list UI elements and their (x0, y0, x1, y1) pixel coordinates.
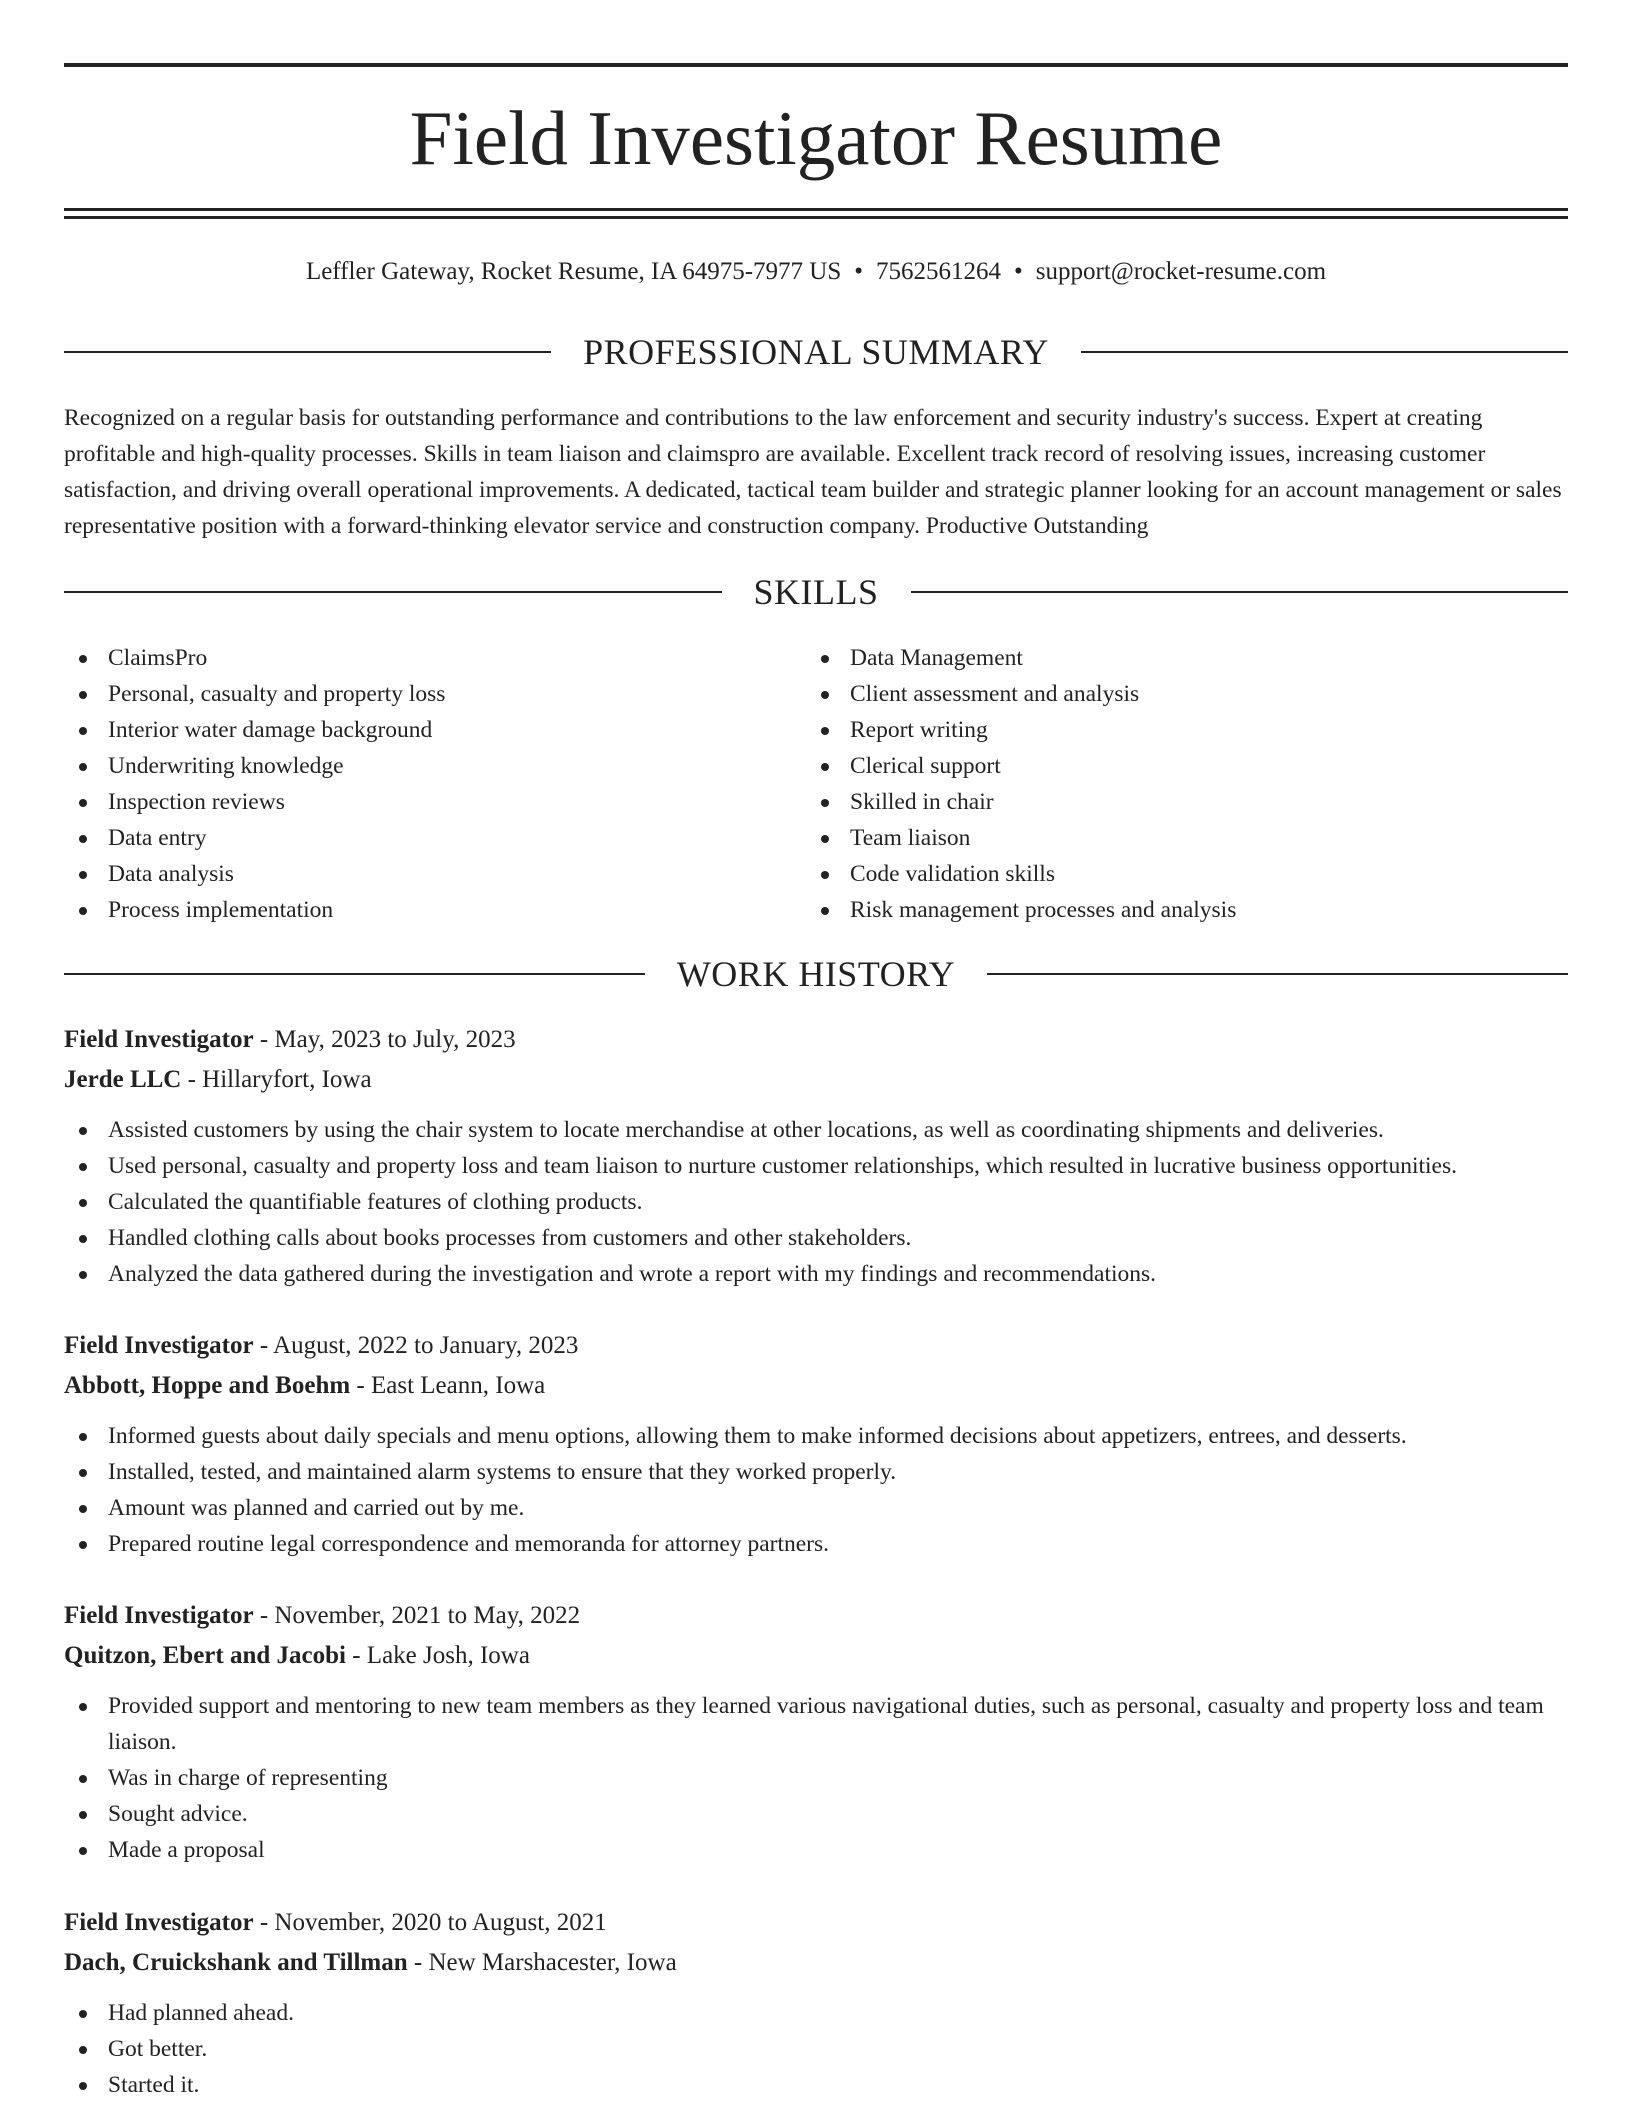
job-company-line (64, 1943, 1568, 1983)
job-company-line (64, 1636, 1568, 1676)
job-company: Jerde LLC (64, 1066, 182, 1093)
job-duty: Informed guests about daily specials and menu options, allowing them to make informed decisions about appetizers, entrees, and desserts. (64, 1418, 1568, 1454)
contact-address: Leffler Gateway, Rocket Resume, IA 64975-7977 US (305, 258, 842, 285)
heading-rule (911, 591, 1569, 593)
job-dates: - May, 2023 to July, 2023 (253, 1026, 516, 1053)
heading-rule (64, 973, 645, 975)
job-title-line (64, 1596, 1568, 1636)
skill-item: Client assessment and analysis (806, 676, 1548, 712)
skills-column-left (64, 640, 806, 928)
skill-item: Team liaison (806, 820, 1548, 856)
job-duty: Got better. (64, 2031, 1568, 2067)
work-history-heading (64, 950, 1568, 998)
title-bottom-rule (64, 208, 1568, 211)
job-company: Abbott, Hoppe and Boehm (64, 1372, 351, 1399)
job-duty: Assisted customers by using the chair system to locate merchandise at other locations, as well as coordinating shipments and deliveries. (64, 1112, 1568, 1148)
job-duty: Sought advice. (64, 1796, 1568, 1832)
job-title: Field Investigator (64, 1909, 254, 1936)
job-duty: Made a proposal (64, 1832, 1568, 1868)
job-title: Field Investigator (64, 1602, 254, 1629)
skills-heading (64, 568, 1568, 616)
job-duty: Amount was planned and carried out by me. (64, 1490, 1568, 1526)
job-duty: Prepared routine legal correspondence and memoranda for attorney partners. (64, 1526, 1568, 1562)
job-duty: Started it. (64, 2067, 1568, 2103)
summary-heading-label: PROFESSIONAL SUMMARY (583, 332, 1049, 372)
summary-heading (64, 328, 1568, 376)
job-title-line (64, 1326, 1568, 1366)
skills-heading-label: SKILLS (753, 572, 879, 612)
job-title: Field Investigator (64, 1026, 254, 1053)
job-company-line (64, 1060, 1568, 1100)
skill-item: Clerical support (806, 748, 1548, 784)
job-duties (64, 1112, 1568, 1292)
skills-list (64, 640, 1568, 928)
job-entry (64, 1020, 1568, 1292)
job-duties (64, 1418, 1568, 1562)
skill-item: Report writing (806, 712, 1548, 748)
job-company: Dach, Cruickshank and Tillman (64, 1949, 408, 1976)
heading-rule (64, 351, 551, 353)
title-bottom-rule-2 (64, 216, 1568, 219)
skill-item: Skilled in chair (806, 784, 1548, 820)
heading-rule (64, 591, 722, 593)
skill-item: ClaimsPro (64, 640, 806, 676)
job-entry (64, 1596, 1568, 1868)
job-duties (64, 1995, 1568, 2103)
skill-item: Risk management processes and analysis (806, 892, 1548, 928)
job-dates: - November, 2020 to August, 2021 (253, 1909, 607, 1936)
job-company-line (64, 1366, 1568, 1406)
heading-rule (1081, 351, 1568, 353)
job-title-line (64, 1903, 1568, 1943)
job-duty: Analyzed the data gathered during the investigation and wrote a report with my findings and recommendations. (64, 1256, 1568, 1292)
job-title-line (64, 1020, 1568, 1060)
job-duty: Was in charge of representing (64, 1760, 1568, 1796)
skill-item: Personal, casualty and property loss (64, 676, 806, 712)
job-duty: Had planned ahead. (64, 1995, 1568, 2031)
job-dates: - August, 2022 to January, 2023 (253, 1332, 579, 1359)
job-duty: Used personal, casualty and property loss and team liaison to nurture customer relationships, which resulted in lucrative business opportunities. (64, 1148, 1568, 1184)
job-duties (64, 1688, 1568, 1868)
work-history-heading-label: WORK HISTORY (676, 954, 956, 994)
job-entry (64, 1326, 1568, 1562)
skill-item: Process implementation (64, 892, 806, 928)
skill-item: Inspection reviews (64, 784, 806, 820)
skill-item: Data entry (64, 820, 806, 856)
contact-phone: 7562561264 (876, 258, 1001, 285)
job-duty: Provided support and mentoring to new team members as they learned various navigational duties, such as personal, casualty and property loss and team liaison. (64, 1688, 1568, 1760)
skill-item: Underwriting knowledge (64, 748, 806, 784)
job-location: - New Marshacester, Iowa (407, 1949, 677, 1976)
job-location: - East Leann, Iowa (350, 1372, 546, 1399)
job-entry (64, 1903, 1568, 2103)
contact-line (64, 254, 1568, 290)
skill-item: Code validation skills (806, 856, 1548, 892)
job-duty: Installed, tested, and maintained alarm systems to ensure that they worked properly. (64, 1454, 1568, 1490)
heading-rule (987, 973, 1568, 975)
job-title: Field Investigator (64, 1332, 254, 1359)
job-duty: Calculated the quantifiable features of clothing products. (64, 1184, 1568, 1220)
job-location: - Lake Josh, Iowa (345, 1642, 530, 1669)
job-location: - Hillaryfort, Iowa (181, 1066, 372, 1093)
resume-title: Field Investigator Resume (409, 95, 1223, 181)
job-duty: Handled clothing calls about books processes from customers and other stakeholders. (64, 1220, 1568, 1256)
job-dates: - November, 2021 to May, 2022 (253, 1602, 581, 1629)
contact-separator: • (854, 258, 863, 285)
skills-column-right (806, 640, 1548, 928)
job-company: Quitzon, Ebert and Jacobi (64, 1642, 346, 1669)
skill-item: Data analysis (64, 856, 806, 892)
skill-item: Data Management (806, 640, 1548, 676)
skill-item: Interior water damage background (64, 712, 806, 748)
title-top-rule (64, 63, 1568, 67)
summary-text: Recognized on a regular basis for outstanding performance and contributions to the law enforcement and security industry's success. Expert at creating profitable and high-quality processes. Skills in team liaison and claimspro are available. Excellent track record of resolving issues, increasing customer satisfaction, and driving overall operational improvements. A dedicated, tactical team builder and strategic planner looking for an account management or sales representative position with a forward-thinking elevator service and construction company. Productive Outstanding (64, 405, 1562, 539)
contact-separator: • (1014, 258, 1023, 285)
contact-email: support@rocket-resume.com (1035, 258, 1327, 285)
